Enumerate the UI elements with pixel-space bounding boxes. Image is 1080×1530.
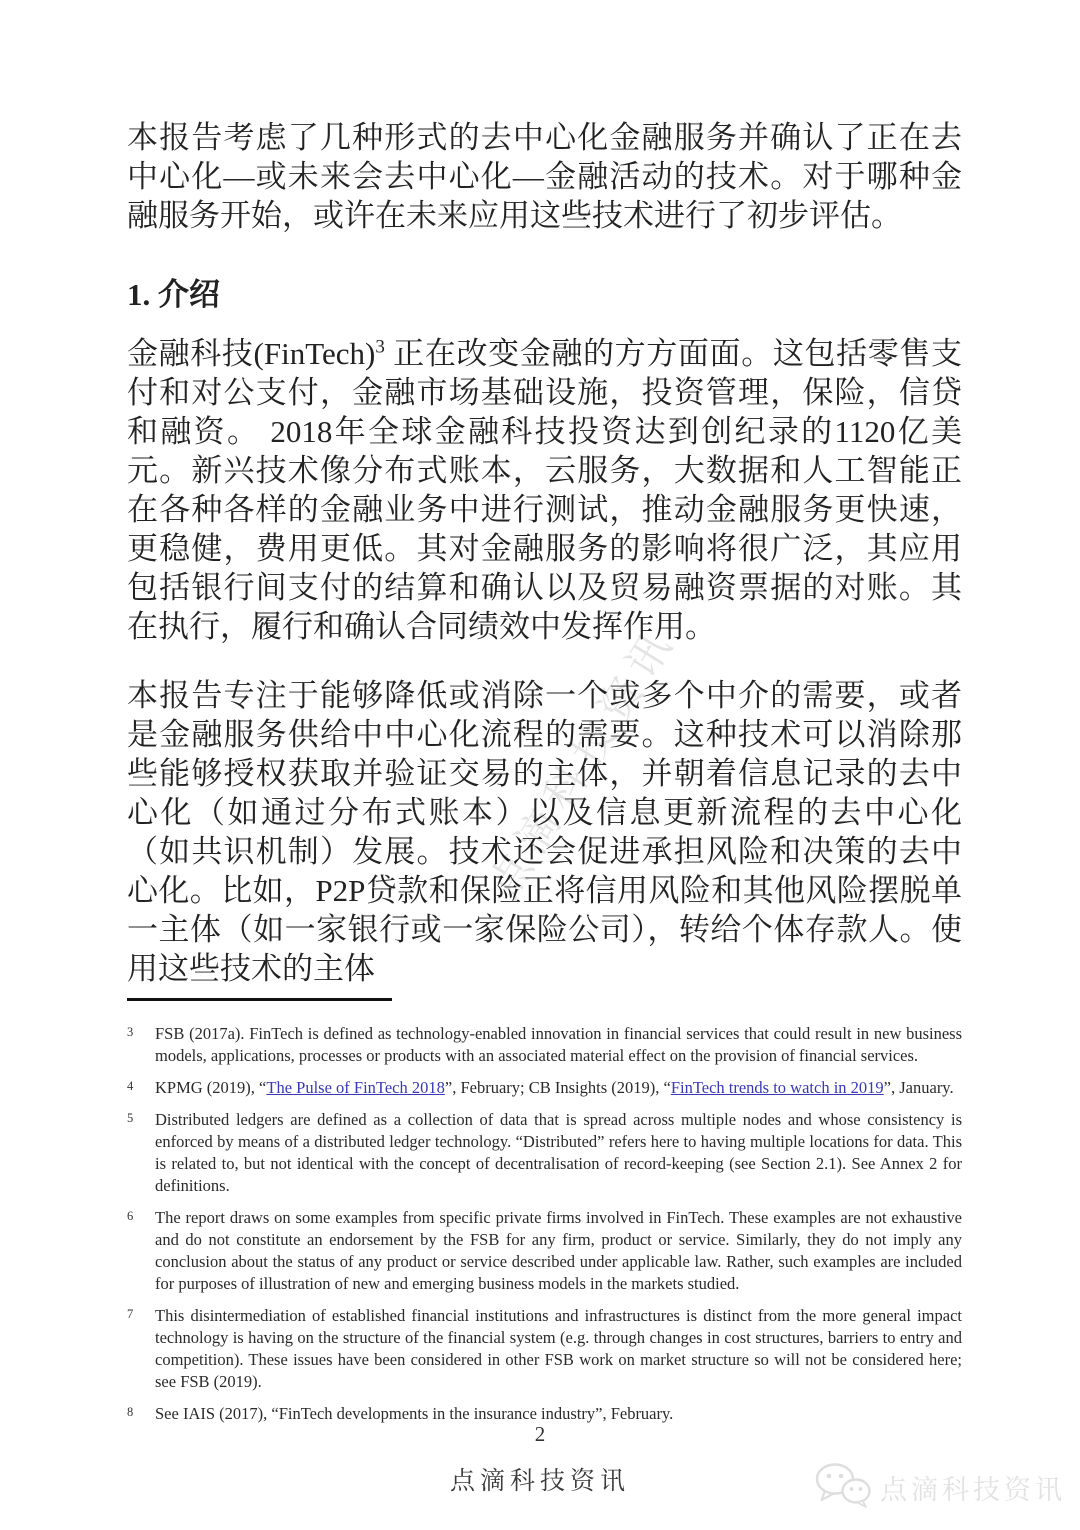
footnote-8-text: See IAIS (2017), “FinTech developments in the insurance industry”, February.: [155, 1404, 674, 1423]
footnotes-section: [127, 998, 962, 1435]
footnote-3-text: FSB (2017a). FinTech is defined as technology-enabled innovation in financial services that could result in new business models, applications, processes or products with an associated material effect on the provision of financial services.: [155, 1024, 962, 1065]
footnote-7-text: This disintermediation of established financial institutions and infrastructures is distinct from the more general impact technology is having on the structure of the financial system (e.g. through changes in cost structures, barriers to entry and competition). These issues have been considered in other FSB work on market structure so will not be considered here; see FSB (2019).: [155, 1306, 962, 1391]
footnote-6: [127, 1207, 962, 1295]
footnote-4-marker: 4: [127, 1079, 134, 1093]
page-content: [127, 118, 962, 988]
footnote-4-text-part3: ”, January.: [883, 1078, 954, 1097]
corner-watermark: [814, 1462, 1066, 1513]
intro-paragraph-2: [127, 334, 962, 646]
footnote-4-text-part1: KPMG (2019), “: [155, 1078, 267, 1097]
footnote-6-text: The report draws on some examples from specific private firms involved in FinTech. These examples are not exhaustive and do not constitute an endorsement by the FSB for any firm, product or service. Similarly, they do not imply any conclusion about the status of any product or service described under applicable law. Rather, such examples are included for purposes of illustration of new and emerging business models in the markets studied.: [155, 1208, 962, 1293]
footnote-3-marker: 3: [127, 1025, 134, 1039]
page-number: 2: [534, 1422, 546, 1446]
footnote-5-marker: 5: [127, 1111, 134, 1125]
footnote-5-text: Distributed ledgers are defined as a collection of data that is spread across multiple nodes and whose consistency is enforced by means of a distributed ledger technology. “Distributed” refers here to having multiple locations for data. This is related to, but not identical with the concept of decentralisation of record-keeping (see Section 2.1). See Annex 2 for definitions.: [155, 1110, 962, 1195]
footnote-reference-3: 3: [375, 336, 385, 358]
diagonal-watermark: 点滴科技资讯: [481, 617, 686, 907]
footnote-3: [127, 1023, 962, 1067]
corner-watermark-text: 点滴科技资讯: [880, 1475, 1066, 1505]
footnote-4-text-part2: ”, February; CB Insights (2019), “: [444, 1078, 671, 1097]
wechat-chat-bubbles-icon: [814, 1462, 872, 1513]
footnote-5: [127, 1109, 962, 1197]
intro-paragraph-1: 本报告考虑了几种形式的去中心化金融服务并确认了正在去中心化—或未来会去中心化—金融活动的技术。对于哪种金融服务开始，或许在未来应用这些技术进行了初步评估。: [127, 120, 962, 233]
section-heading-introduction: 1. 介绍: [127, 277, 220, 312]
footnote-separator-line: [127, 998, 392, 1001]
paragraph2-body-text: 正在改变金融的方方面面。这包括零售支付和对公支付，金融市场基础设施，投资管理，保险，信贷和融资。 2018年全球金融科技投资达到创纪录的1120亿美元。新兴技术像分布式账本，云服务，大数据和人工智能正在各种各样的金融业务中进行测试，推动金融服务更快速，更稳健，费用更低。其对金融服务的影响将很广泛，其应用包括银行间支付的结算和确认以及贸易融资票据的对账。其在执行，履行和确认合同绩效中发挥作用。: [127, 336, 962, 644]
footnote-4-link-pulse-of-fintech[interactable]: The Pulse of FinTech 2018: [266, 1078, 445, 1097]
footnote-8-marker: 8: [127, 1405, 134, 1419]
footer-brand-name: 点滴科技资讯: [449, 1468, 630, 1495]
footnote-7-marker: 7: [127, 1307, 134, 1321]
paragraph2-lead-text: 金融科技(FinTech): [127, 336, 376, 371]
footnote-7: [127, 1305, 962, 1393]
intro-paragraph-3: 本报告专注于能够降低或消除一个或多个中介的需要，或者是金融服务供给中中心化流程的需要。这种技术可以消除那些能够授权获取并验证交易的主体，并朝着信息记录的去中心化（如通过分布式账本）以及信息更新流程的去中心化（如共识机制）发展。技术还会促进承担风险和决策的去中心化。比如，P2P贷款和保险正将信用风险和其他风险摆脱单一主体（如一家银行或一家保险公司），转给个体存款人。使用这些技术的主体: [127, 678, 962, 986]
footnote-4-text: [155, 1077, 962, 1099]
footnote-4-link-fintech-trends[interactable]: FinTech trends to watch in 2019: [670, 1078, 884, 1097]
footnote-6-marker: 6: [127, 1209, 134, 1223]
footnote-4: [127, 1077, 962, 1099]
